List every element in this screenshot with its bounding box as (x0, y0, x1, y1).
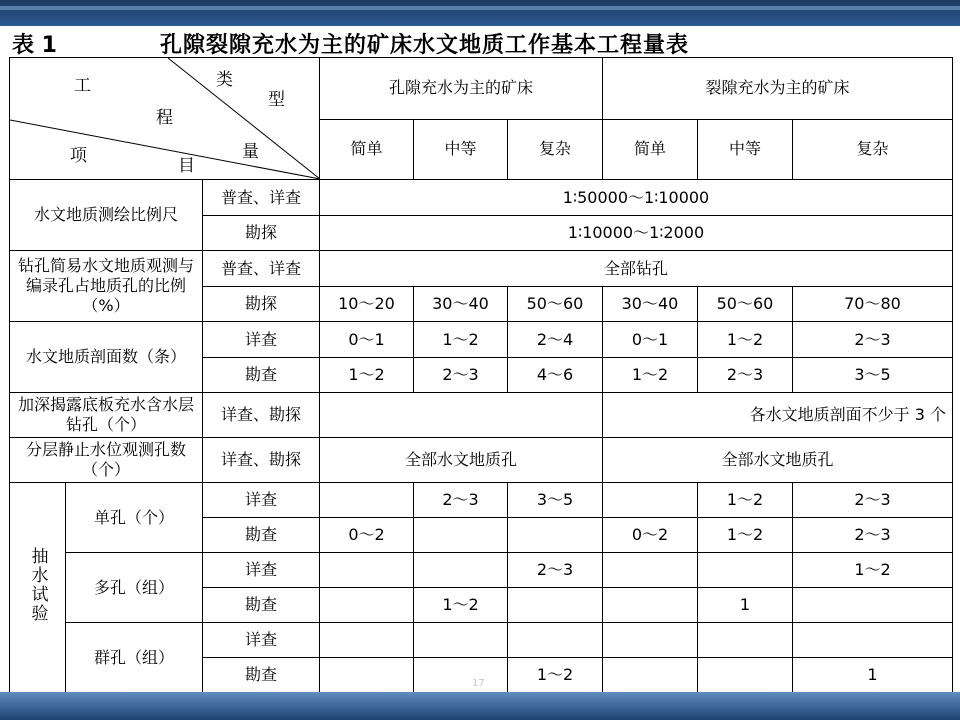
row-label-floor-aquifer: 加深揭露底板充水含水层钻孔（个） (10, 393, 203, 438)
stage-label: 普查、详查 (203, 180, 320, 216)
row-label-mapping-scale: 水文地质测绘比例尺 (10, 180, 203, 251)
cell-value: 1～2 (414, 322, 508, 358)
row-label-water-level: 分层静止水位观测孔数（个） (10, 438, 203, 483)
diag-char-gong: 工 (74, 76, 91, 96)
cell-value (603, 553, 698, 588)
cell-value: 3～5 (508, 483, 603, 518)
cell-value (508, 588, 603, 623)
cell-value (603, 483, 698, 518)
row-label-section-count: 水文地质剖面数（条） (10, 322, 203, 393)
cell-value: 1～2 (698, 518, 793, 553)
cell-value: 2～3 (698, 358, 793, 393)
cell-value (414, 518, 508, 553)
cell-value (603, 623, 698, 658)
stage-label: 详查 (203, 623, 320, 658)
cell-value: 1 (793, 658, 953, 693)
cell-value (320, 483, 414, 518)
stage-label: 勘查 (203, 588, 320, 623)
diag-char-xiang: 项 (70, 146, 87, 166)
diag-char-liang: 量 (242, 142, 259, 162)
cell-value: 0～1 (320, 322, 414, 358)
cell-value: 2～3 (793, 322, 953, 358)
cell-value (508, 518, 603, 553)
cell-value: 2～3 (508, 553, 603, 588)
cell-value: 1～2 (320, 358, 414, 393)
diag-char-mu: 目 (178, 156, 195, 176)
cell-value: 1～2 (698, 483, 793, 518)
stage-label: 勘探 (203, 216, 320, 251)
cell-value: 2～3 (793, 518, 953, 553)
header-simple: 简单 (603, 119, 698, 180)
page-number-watermark: 17 (472, 678, 485, 689)
pump-test-text: 抽水试验 (27, 547, 48, 623)
cell-value (320, 588, 414, 623)
table-title (0, 26, 960, 58)
stage-label: 详查 (203, 322, 320, 358)
cell-value (320, 623, 414, 658)
cell-value: 2～3 (793, 483, 953, 518)
multi-hole-label: 多孔（组） (66, 553, 203, 623)
cell-value: 2～4 (508, 322, 603, 358)
header-diagonal-cell (10, 58, 320, 180)
cell-value (793, 588, 953, 623)
cell-value (603, 588, 698, 623)
cell-value: 3～5 (793, 358, 953, 393)
diag-char-cheng: 程 (156, 108, 173, 128)
cell-value (603, 658, 698, 693)
cell-value (414, 553, 508, 588)
stage-label: 勘查 (203, 518, 320, 553)
section-requirement: 各水文地质剖面不少于 3 个 (603, 393, 953, 438)
cell-value (414, 623, 508, 658)
row-label-borehole-ratio: 钻孔简易水文地质观测与编录孔占地质孔的比例（%） (10, 251, 203, 322)
cell-value (698, 623, 793, 658)
cell-value (508, 623, 603, 658)
cell-value: 1～2 (603, 358, 698, 393)
pump-test-label (10, 483, 66, 693)
header-group-porous: 孔隙充水为主的矿床 (320, 58, 603, 120)
cell-value (320, 658, 414, 693)
all-boreholes: 全部钻孔 (320, 251, 953, 287)
stage-label: 详查 (203, 553, 320, 588)
cell-value: 1～2 (698, 322, 793, 358)
header-complex: 复杂 (508, 119, 603, 180)
cell-value (414, 658, 508, 693)
scale-value: 1∶10000～1∶2000 (320, 216, 953, 251)
table-caption: 孔隙裂隙充水为主的矿床水文地质工作基本工程量表 (160, 33, 690, 58)
cell-value: 2～3 (414, 483, 508, 518)
all-hydro-holes: 全部水文地质孔 (603, 438, 953, 483)
cell-value: 30～40 (414, 287, 508, 322)
stage-label: 勘探 (203, 287, 320, 322)
all-hydro-holes: 全部水文地质孔 (320, 438, 603, 483)
stage-label: 普查、详查 (203, 251, 320, 287)
cell-value (320, 553, 414, 588)
cell-value: 70～80 (793, 287, 953, 322)
single-hole-label: 单孔（个） (66, 483, 203, 553)
header-simple: 简单 (320, 119, 414, 180)
cell-value (698, 553, 793, 588)
cell-value: 1～2 (508, 658, 603, 693)
top-banner-stripe (0, 6, 960, 10)
engineering-quantity-table (9, 57, 953, 693)
top-banner (0, 0, 960, 26)
group-hole-label: 群孔（组） (66, 623, 203, 693)
cell-value: 1～2 (414, 588, 508, 623)
cell-value: 1 (698, 588, 793, 623)
cell-value (698, 658, 793, 693)
scale-value: 1∶50000～1∶10000 (320, 180, 953, 216)
diag-char-xing: 型 (268, 90, 285, 110)
cell-value: 30～40 (603, 287, 698, 322)
header-medium: 中等 (698, 119, 793, 180)
stage-label: 详查、勘探 (203, 438, 320, 483)
header-group-fissure: 裂隙充水为主的矿床 (603, 58, 953, 120)
cell-value: 50～60 (508, 287, 603, 322)
header-medium: 中等 (414, 119, 508, 180)
cell-value: 0～2 (603, 518, 698, 553)
bottom-banner (0, 692, 960, 720)
cell-value: 0～2 (320, 518, 414, 553)
stage-label: 勘查 (203, 658, 320, 693)
cell-value: 0～1 (603, 322, 698, 358)
cell-value (793, 623, 953, 658)
cell-value: 4～6 (508, 358, 603, 393)
diag-char-lei: 类 (216, 70, 233, 90)
header-complex: 复杂 (793, 119, 953, 180)
stage-label: 详查、勘探 (203, 393, 320, 438)
cell-value: 10～20 (320, 287, 414, 322)
stage-label: 详查 (203, 483, 320, 518)
cell-value: 1～2 (793, 553, 953, 588)
stage-label: 勘查 (203, 358, 320, 393)
cell-value: 2～3 (414, 358, 508, 393)
table-number: 表 1 (12, 33, 57, 58)
empty-cell (320, 393, 603, 438)
cell-value: 50～60 (698, 287, 793, 322)
